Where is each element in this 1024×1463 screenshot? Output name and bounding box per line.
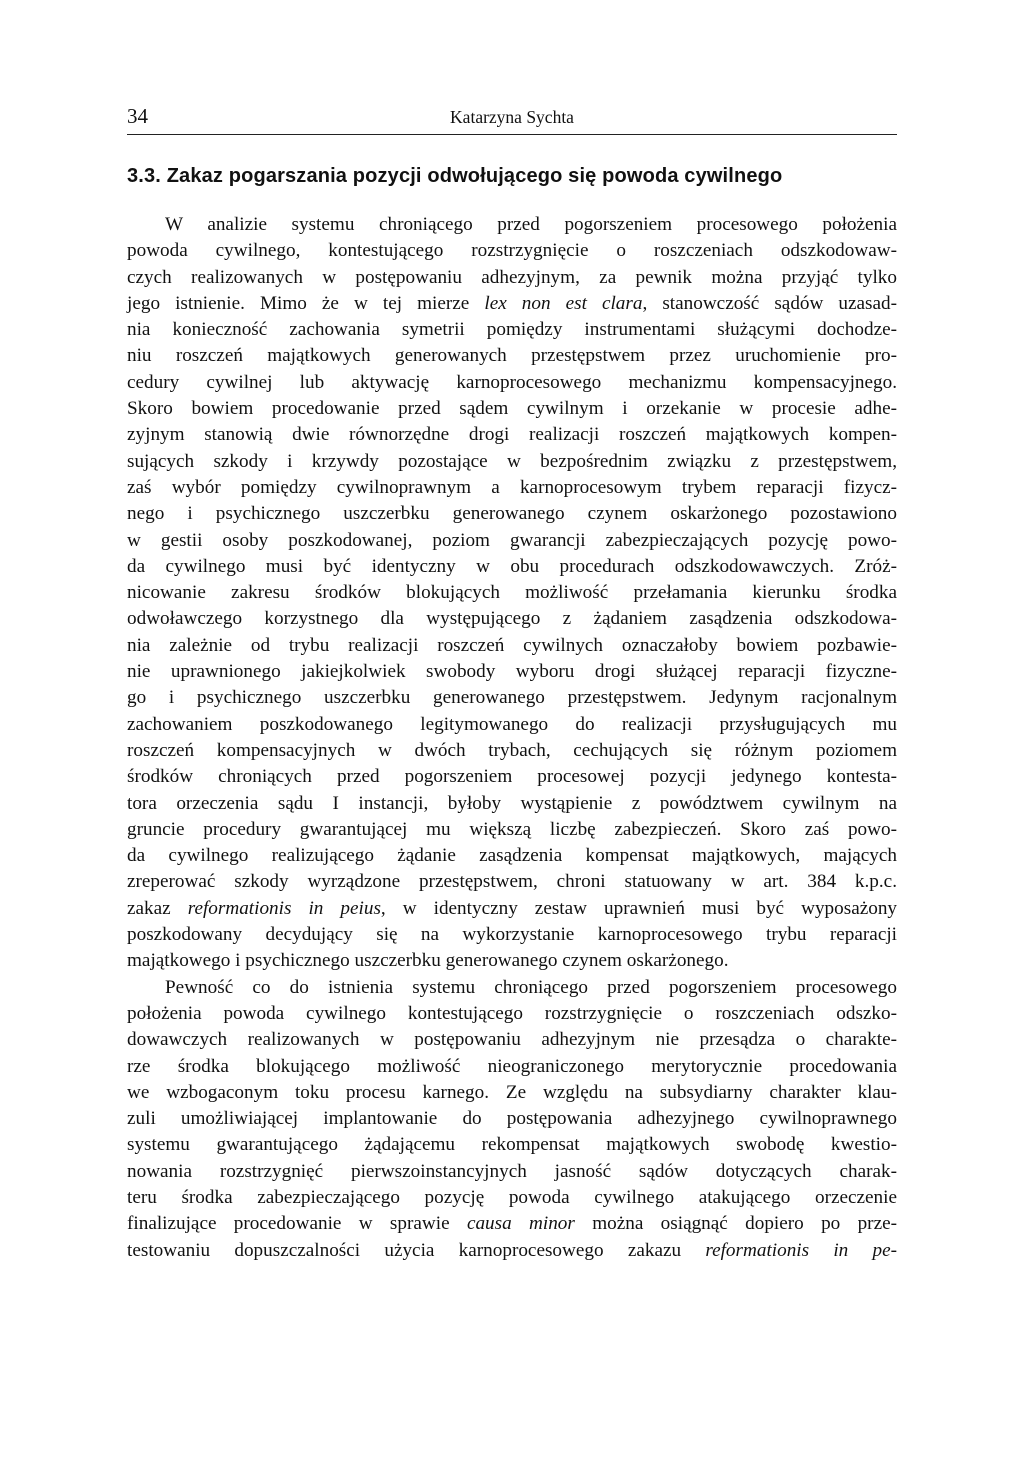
text-line: zyjnym stanowią dwie równorzędne drogi realizacji roszczeń majątkowych kompen-	[127, 424, 897, 446]
text-line	[127, 1238, 897, 1264]
section-heading	[127, 163, 897, 189]
text-line: sujących szkody i krzywdy pozostające w bezpośrednim związku z przestępstwem,	[127, 450, 897, 472]
body-text	[127, 212, 897, 1264]
text-line: roszczeń kompensacyjnych w dwóch trybach, cechujących się różnym poziomem	[127, 739, 897, 761]
text-line: zaś wybór pomiędzy cywilnoprawnym a karnoprocesowym trybem reparacji fizycz-	[127, 476, 897, 498]
text-line: niu roszczeń majątkowych generowanych przestępstwem przez uruchomienie pro-	[127, 345, 897, 367]
text-run: , stanowczość sądów uzasad-	[642, 292, 897, 314]
text-line: we wzbogaconym toku procesu karnego. Ze względu na subsydiarny charakter klau-	[127, 1081, 897, 1103]
text-line: zachowaniem poszkodowanego legitymowanego do realizacji przysługujących mu	[127, 713, 897, 735]
running-header	[127, 96, 897, 135]
text-line: zreperować szkody wyrządzone przestępstwem, chroni statuowany w art. 384 k.p.c.	[127, 871, 897, 893]
section-number: 3.3.	[127, 165, 161, 187]
text-line: dowawczych realizowanych w postępowaniu adhezyjnym nie przesądza o charakte-	[127, 1029, 897, 1051]
text-line: położenia powoda cywilnego kontestującego rozstrzygnięcie o roszczeniach odszko-	[127, 1002, 897, 1024]
text-line: da cywilnego realizującego żądanie zasądzenia kompensat majątkowych, mających	[127, 845, 897, 867]
text-line: zuli umożliwiającej implantowanie do postępowania adhezyjnego cywilnoprawnego	[127, 1108, 897, 1130]
text-line: go i psychicznego uszczerbku generowanego przestępstwem. Jedynym racjonalnym	[127, 687, 897, 709]
latin-phrase: causa minor	[466, 1213, 575, 1235]
text-run: testowaniu dopuszczalności użycia karnoprocesowego zakazu	[127, 1239, 706, 1261]
text-run: można osiągnąć dopiero po prze-	[574, 1213, 897, 1235]
text-line	[127, 1211, 897, 1237]
paragraph-2	[127, 975, 897, 1264]
text-line: nia konieczność zachowania symetrii pomiędzy instrumentami służącymi dochodze-	[127, 319, 897, 341]
text-line: teru środka zabezpieczającego pozycję powoda cywilnego atakującego orzeczenie	[127, 1186, 897, 1208]
section-title: Zakaz pogarszania pozycji odwołującego się powoda cywilnego	[166, 165, 783, 187]
text-line: nie uprawnionego jakiejkolwiek swobody wyboru drogi służącej reparacji fizyczne-	[127, 661, 897, 683]
text-line: tora orzeczenia sądu I instancji, byłoby wystąpienie z powództwem cywilnym na	[127, 792, 897, 814]
latin-phrase: reformationis in peius	[187, 897, 381, 919]
text-line: w gestii osoby poszkodowanej, poziom gwarancji zabezpieczających pozycję powo-	[127, 529, 897, 551]
text-line: W analizie systemu chroniącego przed pogorszeniem procesowego położenia	[165, 214, 897, 235]
text-line	[127, 896, 897, 922]
text-line: rze środka blokującego możliwość nieograniczonego merytorycznie procedowania	[127, 1055, 897, 1077]
text-line: nicowanie zakresu środków blokujących możliwość przełamania kierunku środka	[127, 582, 897, 604]
text-line: da cywilnego musi być identyczny w obu procedurach odszkodowawczych. Zróż-	[127, 555, 897, 577]
text-line: systemu gwarantującego żądającemu rekompensat majątkowych swobodę kwestio-	[127, 1134, 897, 1156]
text-line: powoda cywilnego, kontestującego rozstrzygnięcie o roszczeniach odszkodowaw-	[127, 240, 897, 262]
text-line: majątkowego i psychicznego uszczerbku generowanego czynem oskarżonego.	[127, 950, 729, 972]
text-line: nego i psychicznego uszczerbku generowanego czynem oskarżonego pozostawiono	[127, 503, 897, 525]
text-line: środków chroniących przed pogorszeniem procesowej pozycji jedynego kontesta-	[127, 766, 897, 788]
text-line	[127, 291, 897, 317]
latin-phrase: reformationis in pe-	[705, 1239, 897, 1261]
text-line: czych realizowanych w postępowaniu adhezyjnym, za pewnik można przyjąć tylko	[127, 266, 897, 288]
text-run: , w identyczny zestaw uprawnień musi być wyposażony	[380, 897, 898, 919]
text-line: Pewność co do istnienia systemu chroniącego przed pogorszeniem procesowego	[165, 976, 897, 998]
text-line: Skoro bowiem procedowanie przed sądem cywilnym i orzekanie w procesie adhe-	[127, 398, 897, 420]
text-line: poszkodowany decydujący się na wykorzystanie karnoprocesowego trybu reparacji	[127, 924, 897, 946]
document-page	[127, 96, 897, 1264]
header-author: Katarzyna Sychta	[450, 107, 574, 127]
paragraph-1	[127, 212, 897, 975]
latin-phrase: lex non est clara	[484, 292, 643, 314]
text-line: nowania rozstrzygnięć pierwszoinstancyjnych jasność sądów dotyczących charak-	[127, 1160, 897, 1182]
text-line: gruncie procedury gwarantującej mu większą liczbę zabezpieczeń. Skoro zaś powo-	[127, 818, 897, 840]
text-run: jego istnienie. Mimo że w tej mierze	[127, 292, 485, 314]
text-line: nia zależnie od trybu realizacji roszczeń cywilnych oznaczałoby bowiem pozbawie-	[127, 634, 897, 656]
text-run: finalizujące procedowanie w sprawie	[127, 1213, 467, 1235]
page-number: 34	[127, 104, 148, 128]
text-line: odwoławczego korzystnego dla występującego z żądaniem zasądzenia odszkodowa-	[127, 608, 897, 630]
text-run: zakaz	[127, 897, 188, 919]
text-line: cedury cywilnej lub aktywację karnoprocesowego mechanizmu kompensacyjnego.	[127, 371, 897, 393]
